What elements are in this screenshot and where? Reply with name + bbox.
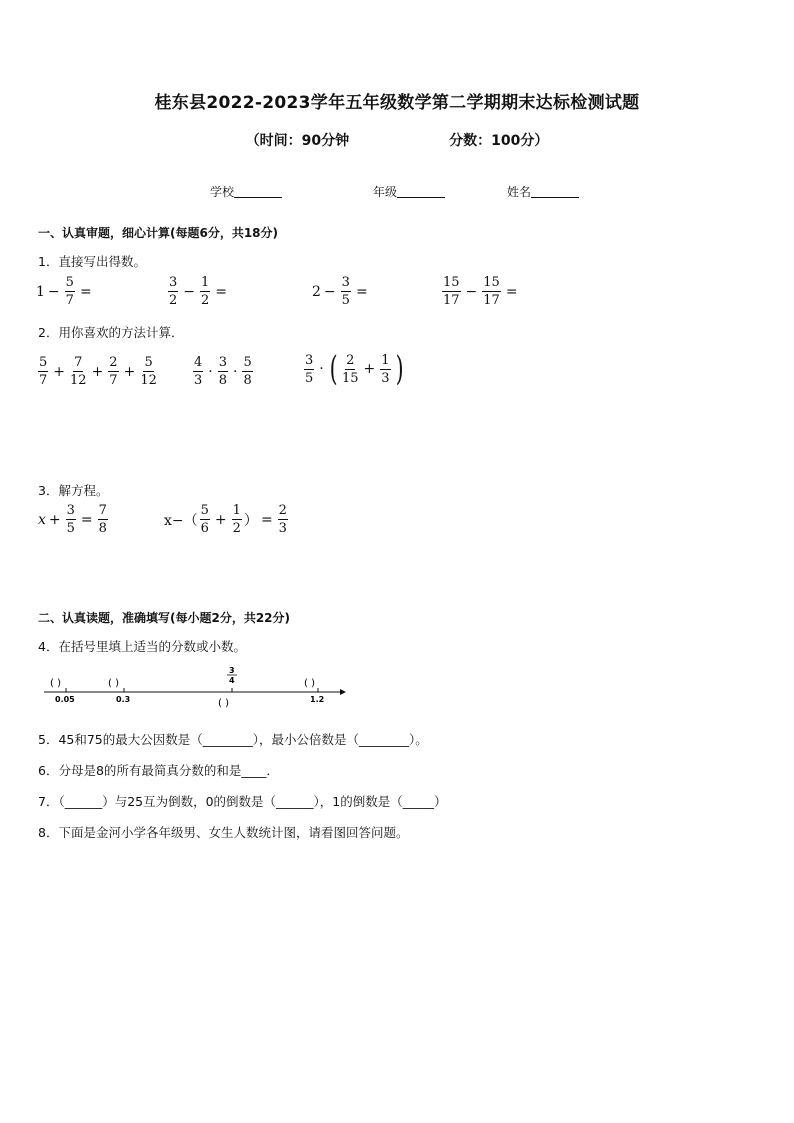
operator: − [183,283,196,300]
q1-expr-2 [166,276,230,307]
tick-label: 0.05 [55,695,75,704]
fraction: $\frac{5}{12}$ [140,355,157,388]
frac-numerator: 3 [229,666,235,675]
fraction: $\frac{15}{17}$ [483,275,500,308]
answer-paren[interactable]: ( ) [50,678,61,689]
school-label: 学校 [210,185,235,199]
arrow-head-icon [340,689,346,695]
fraction: $\frac{2}{3}$ [278,503,287,536]
fraction: $\frac{1}{2}$ [232,503,241,536]
equals-sign: = [79,283,92,300]
question-1: 1．直接写出得数。 [38,254,146,269]
answer-paren[interactable]: ( ) [304,678,315,689]
fraction: $\frac{3}{5}$ [341,275,350,308]
q3-equation-1: x + $\frac{3}{5}$ = $\frac{7}{8}$ [38,503,107,536]
right-paren: ) [395,349,404,389]
exam-meta [0,130,794,150]
equals-sign: = [505,283,518,300]
section-2-heading: 二、认真读题，准确填写(每小题2分，共22分) [38,611,291,625]
question-7: 7．（______）与25互为倒数，0的倒数是（______），1的倒数是（_____） [38,794,447,809]
number-line [40,664,360,712]
question-5: 5．45和75的最大公因数是（________），最小公倍数是（________）。 [38,732,428,747]
fraction: $\frac{7}{12}$ [70,355,87,388]
answer-paren[interactable]: ( ) [108,678,119,689]
grade-field[interactable] [373,183,445,200]
name-blank[interactable] [531,185,579,198]
fraction: $\frac{2}{7}$ [109,355,118,388]
fraction: $\frac{7}{8}$ [98,503,107,536]
fraction: $\frac{2}{15}$ [342,352,359,386]
fraction: $\frac{5}{7}$ [39,355,48,388]
question-8: 8．下面是金河小学各年级男、女生人数统计图，请看图回答问题。 [38,825,409,840]
integer: 2 [312,283,321,300]
question-2: 2．用你喜欢的方法计算． [38,325,184,340]
frac-denominator: 4 [229,676,235,685]
fraction: $\frac{1}{2}$ [201,275,210,308]
fraction: $\frac{3}{5}$ [66,503,75,536]
grade-label: 年级 [373,185,398,199]
name-field[interactable] [507,183,579,200]
exam-time: （时间：90分钟 [245,133,350,149]
fraction: $\frac{3}{5}$ [305,352,314,386]
question-3: 3．解方程。 [38,483,109,498]
tick-label: 0.3 [116,695,131,704]
school-field[interactable] [210,183,282,200]
fraction: $\frac{5}{8}$ [243,355,252,388]
operator: − [323,283,336,300]
equals-sign: = [215,283,228,300]
name-label: 姓名 [507,185,532,199]
variable: x [38,511,46,528]
q2-expr-3: $\frac{3}{5}$ · ( $\frac{2}{15}$ + $\frac{1}{3}$ ) [305,349,404,389]
integer: 1 [36,283,45,300]
fraction: $\frac{4}{3}$ [194,355,203,388]
page-title: 桂东县2022-2023学年五年级数学第二学期期末达标检测试题 [154,93,640,113]
fraction: $\frac{15}{17}$ [443,275,460,308]
q2-expr-1: $\frac{5}{7}$ + $\frac{7}{12}$ + $\frac{2}{7}$ + $\frac{5}{12}$ [39,355,157,388]
grade-blank[interactable] [397,185,445,198]
fraction: $\frac{1}{3}$ [381,352,390,386]
equals-sign: = [355,283,368,300]
variable: x−（ [164,512,198,529]
operator: − [47,283,60,300]
fraction: $\frac{3}{2}$ [169,275,178,308]
fraction: $\frac{5}{6}$ [200,503,209,536]
exam-score: 分数：100分） [449,133,549,149]
fraction: $\frac{5}{7}$ [65,275,74,308]
question-6: 6．分母是8的所有最简真分数的和是____． [38,763,279,778]
q3-equation-2: x−（ $\frac{5}{6}$ + $\frac{1}{2}$ ） = $\frac{2}{3}$ [164,503,287,536]
q1-expr-1 [36,276,95,307]
left-paren: ( [329,349,338,389]
operator: − [465,283,478,300]
q2-expr-2: $\frac{4}{3}$ · $\frac{3}{8}$ · $\frac{5}{8}$ [194,355,252,388]
school-blank[interactable] [234,185,282,198]
section-1-heading: 一、认真审题，细心计算(每题6分，共18分) [38,226,279,240]
q1-expr-4 [440,276,521,307]
answer-paren[interactable]: ( ) [218,698,229,709]
q1-expr-3 [312,276,371,307]
fraction: $\frac{3}{8}$ [218,355,228,388]
question-4: 4．在括号里填上适当的分数或小数。 [38,639,246,654]
tick-label: 1.2 [310,695,325,704]
